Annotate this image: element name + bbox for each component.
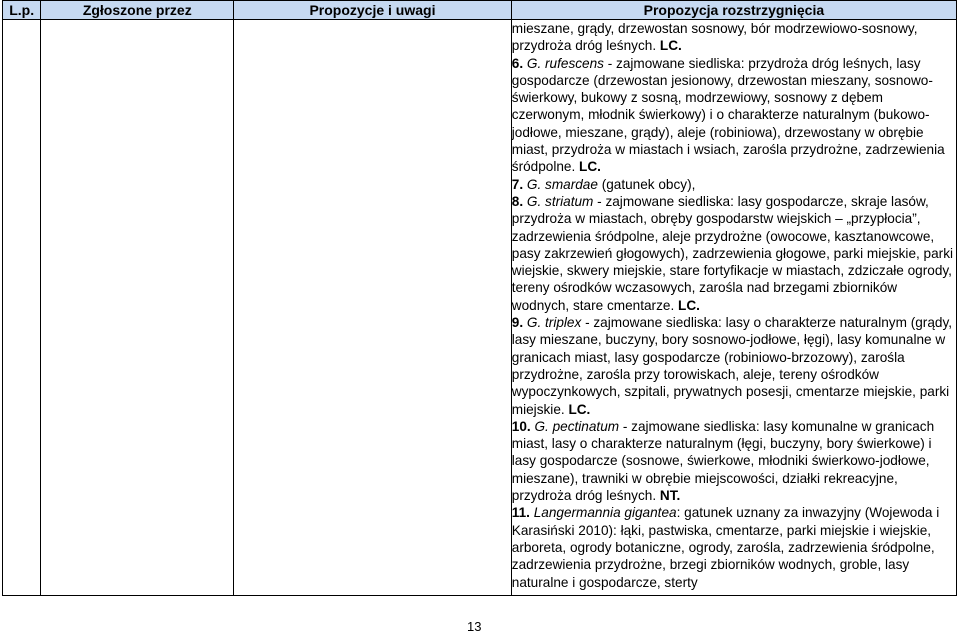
species-name: G. smardae: [526, 176, 598, 192]
cell-resolution: [511, 20, 956, 596]
species-name: G. rufescens: [526, 55, 604, 71]
entry-number: 9.: [511, 315, 524, 331]
entry-text: - zajmowane siedliska: lasy o charakterze naturalnym (grądy, lasy mieszane, buczyny, bory sosnowo-jodłowe, łęgi), lasy komunalne w granicach miast, lasy gospodarcze (robiniowo-brzozowy), zarośla przydrożne, zarośla przy torowiskach, aleje, tereny ośrodków wypoczynkowych, szpitali, prywatnych posesji, cmentarze miejskie, parki miejskie.: [511, 315, 953, 417]
table-row: [3, 20, 957, 596]
category-code: NT.: [659, 488, 681, 504]
header-lp: L.p.: [3, 1, 41, 20]
entry-8: [512, 193, 956, 314]
entry-text: mieszane, grądy, drzewostan sosnowy, bór modrzewiowo-sosnowy, przydroża dróg leśnych.: [511, 21, 918, 54]
cell-proposals: [234, 20, 512, 596]
entry-6: [512, 55, 956, 176]
species-name: Langermannia gigantea: [533, 505, 677, 521]
entry-number: 11.: [511, 505, 530, 521]
table-header-row: [3, 1, 957, 20]
entry-7: [512, 176, 956, 193]
header-proposals: Propozycje i uwagi: [234, 1, 512, 20]
entry-text: - zajmowane siedliska: lasy gospodarcze, skraje lasów, przydroża w miastach, obręby gospodarstw wiejskich – „przypłocia”, zadrzewienia śródpolne, aleje przydrożne (owocowe, kasztanowcowe, pasy zakrzewień głogowych), zadrzewienia głogowe, parki miejskie, parki wiejskie, skwery miejskie, stare fortyfikacje w miastach, zdziczałe ogrody, tereny ośrodków wczasowych, zarośla nad brzegami zbiorników wodnych, stare cmentarze.: [511, 193, 954, 313]
entry-intro: [512, 20, 956, 55]
category-code: LC.: [579, 159, 601, 175]
entry-number: 6.: [511, 55, 524, 71]
entry-number: 7.: [511, 176, 524, 192]
entry-11: [512, 504, 956, 590]
header-submitted-by: Zgłoszone przez: [41, 1, 234, 20]
category-code: LC.: [568, 401, 591, 417]
entry-text: (gatunek obcy),: [597, 176, 696, 192]
species-name: G. striatum: [526, 193, 594, 209]
resolution-table: [2, 0, 957, 596]
header-resolution: Propozycja rozstrzygnięcia: [511, 1, 956, 20]
entry-10: [512, 418, 956, 504]
species-name: G. pectinatum: [534, 418, 620, 434]
entry-text: : gatunek uznany za inwazyjny (Wojewoda i Karasiński 2010): łąki, pastwiska, cmentarze, parki miejskie i wiejskie, arboreta, ogrody botaniczne, ogrody, zarośla, zadrzewienia śródpolne, zadrzewienia przydrożne, brzegi zbiorników wodnych, groble, lasy naturalne i gospodarcze, sterty: [511, 505, 940, 590]
category-code: LC.: [678, 297, 700, 313]
cell-submitted-by: [41, 20, 234, 596]
entry-number: 8.: [511, 193, 524, 209]
page-number: 13: [467, 619, 482, 634]
species-name: G. triplex: [526, 315, 582, 331]
entry-text: - zajmowane siedliska: lasy komunalne w granicach miast, lasy o charakterze naturalnym (łęgi, buczyny, bory świerkowe) i lasy gospodarcze (sosnowe, świerkowe, młodniki świerkowo-jodłowe, mieszane), trawniki w obrębie miejscowości, działki rekreacyjne, przydroża dróg leśnych.: [511, 418, 935, 504]
cell-lp: [3, 20, 41, 596]
entry-text: - zajmowane siedliska: przydroża dróg leśnych, lasy gospodarcze (drzewostan jesionowy, drzewostan mieszany, sosnowo-świerkowy, bukowy z sosną, modrzewiowy, sosnowy z dębem czerwonym, młodnik świerkowy) i o charakterze naturalnym (bukowo-jodłowe, mieszane, grądy), aleje (robiniowa), drzewostany w obrębie miast, przydroża w miastach i wsiach, zarośla przydrożne, zadrzewienia śródpolne.: [511, 55, 945, 175]
entry-number: 10.: [511, 418, 531, 434]
entry-9: [512, 314, 956, 418]
category-code: LC.: [659, 38, 682, 54]
